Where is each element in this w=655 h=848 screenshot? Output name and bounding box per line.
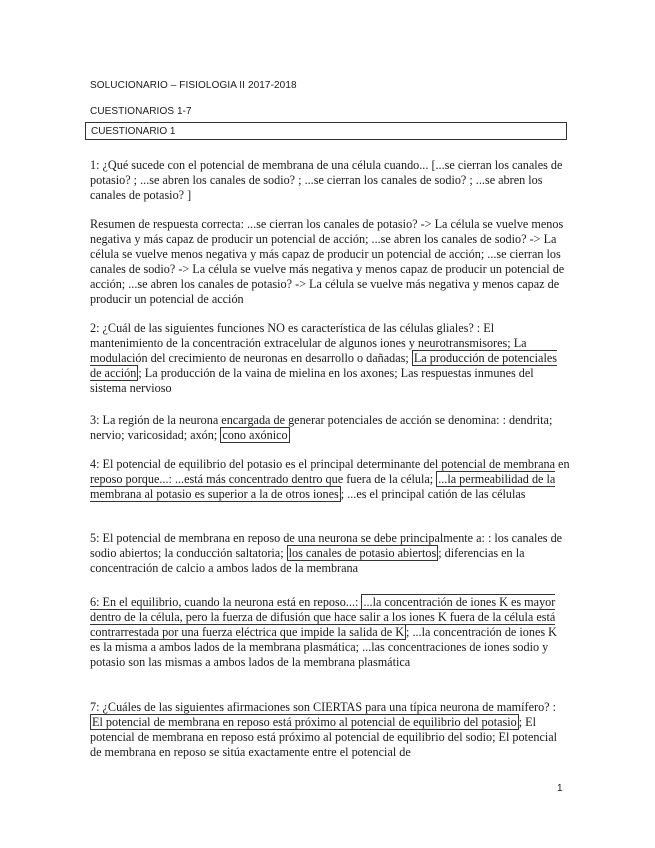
question-7-correct-answer: El potencial de membrana en reposo está próximo al potencial de equilibrio del potasio (92, 715, 517, 729)
question-6-rest: ; ...la concentración de iones K es la misma a ambos lados de la membrana plasmática; ...las concentraciones de iones sodio y potasio son las mismas a ambos lados de la membrana plasmática (90, 625, 557, 669)
question-3-text: 3: La región de la neurona encargada de generar potenciales de acción se denomina: : dendrita; nervio; varicosidad; axón; (90, 413, 553, 442)
question-6-correct-answer: ...la concentración de iones K es mayor dentro de la célula, pero la fuerza de difusión que hace salir a los iones K fuera de la célula está contrarrestada por una fuerza eléctrica que impide la salida de K (90, 595, 556, 639)
question-3-correct-answer: cono axónico (222, 428, 288, 442)
question-6-text: 6: En el equilibrio, cuando la neurona está en reposo...: (90, 595, 362, 609)
question-4 (90, 457, 570, 502)
question-7-rest: ; El potencial de membrana en reposo está próximo al potencial de equilibrio del sodio; El potencial de membrana en reposo se sitúa exactamente entre el potencial de (90, 715, 558, 759)
question-5-correct-answer: los canales de potasio abiertos (288, 546, 437, 560)
question-5-text: 5: El potencial de membrana en reposo de una neurona se debe principalmente a: : los canales de sodio abiertos; la conducción saltatoria; (90, 531, 563, 560)
question-3 (90, 413, 570, 443)
question-7-text: 7: ¿Cuáles de las siguientes afirmaciones son CIERTAS para una típica neurona de mamífero? : (90, 700, 557, 714)
document-subtitle: CUESTIONARIOS 1-7 (90, 106, 192, 117)
question-2-text: 2: ¿Cuál de las siguientes funciones NO es característica de las células gliales? : El mantenimiento de la concentración extracelular de algunos iones y neurotransmisores; La modulación del crecimiento de neuronas en desarrollo o dañadas; (90, 321, 527, 365)
question-1 (90, 158, 570, 203)
answer-summary (90, 217, 570, 307)
question-6 (90, 595, 570, 670)
answer-summary-text: Resumen de respuesta correcta: ...se cierran los canales de potasio? -> La célula se vuelve menos negativa y más capaz de producir un potencial de acción; ...se abren los canales de sodio? -> La célula se vuelve menos negativa y más capaz de producir un potencial de acción; ...se cierran los canales de sodio? -> La célula se vuelve más negativa y menos capaz de producir un potencial de acción; ...se abren los canales de potasio? -> La célula se vuelve más negativa y menos capaz de producir un potencial de acción (90, 217, 565, 306)
question-1-text: 1: ¿Qué sucede con el potencial de membrana de una célula cuando... [...se cierran los canales de potasio? ; ...se abren los canales de sodio? ; ...se cierran los canales de sodio? ; ...se abren los canales de potasio? ] (90, 158, 563, 202)
question-7 (90, 700, 570, 760)
document-title: SOLUCIONARIO – FISIOLOGIA II 2017-2018 (90, 80, 297, 91)
question-4-text: 4: El potencial de equilibrio del potasio es el principal determinante del potencial de membrana en reposo porque...: ...está más concentrado dentro que fuera de la célula; (90, 457, 570, 486)
question-4-correct-answer: ...la permeabilidad de la membrana al potasio es superior a la de otros iones (90, 472, 556, 501)
question-5-rest: ; diferencias en la concentración de calcio a ambos lados de la membrana (90, 546, 525, 575)
page-number: 1 (557, 783, 563, 794)
question-2 (90, 321, 570, 396)
question-2-rest: ; La producción de la vaina de mielina en los axones; Las respuestas inmunes del sistema nervioso (90, 366, 534, 395)
question-2-correct-answer: La producción de potenciales de acción (90, 351, 557, 380)
section-header-box: CUESTIONARIO 1 (85, 122, 567, 140)
question-4-rest: ; ...es el principal catión de las células (340, 487, 526, 501)
question-5 (90, 531, 570, 576)
